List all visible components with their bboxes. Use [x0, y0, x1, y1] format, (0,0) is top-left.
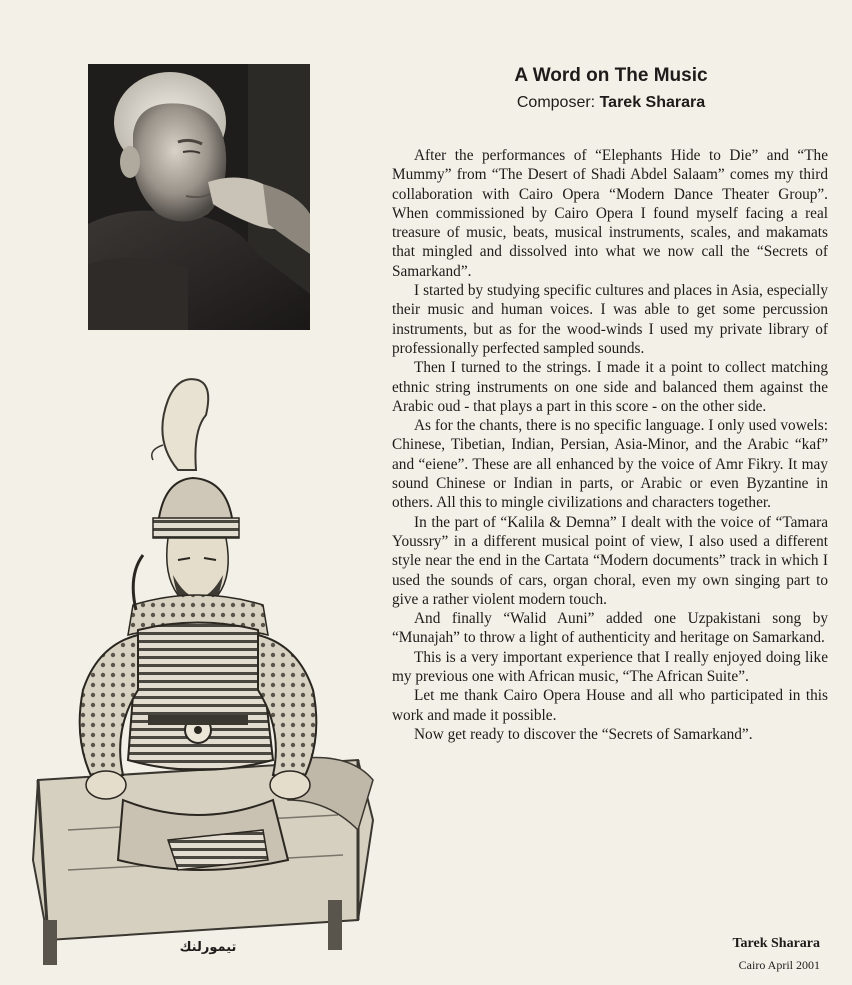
paragraph: As for the chants, there is no specific language. I only used vowels: Chinese, Tibetian, Indian, Persian, Asia-Minor, and the Arabic “kaf” and “eiene”. These are all enhanced by the voice of Amr Fikry. It may sound Chinese or Indian in parts, or Arabic or even Byzantine in others. All this to mingle civilizations and characters together.	[392, 417, 828, 512]
paragraph: Then I turned to the strings. I made it a point to collect matching ethnic string instruments on one side and balanced them against the Arabic oud - that plays a part in this score - on the other side.	[392, 359, 828, 415]
signature-block	[600, 935, 820, 973]
composer-line	[390, 92, 832, 114]
paragraph: This is a very important experience that I really enjoyed doing like my previous one with African music, “The African Suite”.	[392, 648, 828, 686]
paragraph: After the performances of “Elephants Hide to Die” and “The Mummy” from “The Desert of Shadi Abdel Salaam” comes my third collaboration with Cairo Opera “Modern Dance Theater Group”. When commissioned by Cairo Opera I found myself facing a real treasure of music, beats, musical instruments, scales, and makamats that mingled and dissolved into what we now call the “Secrets of Samarkand”.	[392, 147, 828, 280]
paragraph: I started by studying specific cultures and places in Asia, especially their music and human voices. I was able to get some percussion instruments, but as for the wood-winds I used my private library of professionally perfected sampled sounds.	[392, 282, 828, 357]
paragraph: Let me thank Cairo Opera House and all who participated in this work and made it possible.	[392, 687, 828, 724]
composer-label: Composer:	[516, 94, 596, 111]
warrior-illustration	[28, 360, 378, 972]
signature-date: Cairo April 2001	[738, 958, 820, 972]
warrior-illustration-icon	[28, 360, 378, 972]
paragraph: In the part of “Kalila & Demna” I dealt with the voice of “Tamara Youssry” in a different musical point of view, I also used a different style near the end in the Cartata “Modern documents” track in which I used the sounds of cars, organ choral, even my own singing part to give a rather violent modern touch.	[392, 513, 828, 608]
article-header	[390, 64, 832, 114]
portrait-photo-icon	[88, 64, 310, 330]
illustration-caption: تيمورلنك	[179, 940, 237, 955]
article-body	[392, 146, 828, 744]
signature-name: Tarek Sharara	[732, 936, 820, 951]
article-title: A Word on The Music	[514, 65, 708, 86]
paragraph: And finally “Walid Auni” added one Uzpakistani song by “Munajah” to throw a light of authenticity and heritage on Samarkand.	[392, 610, 828, 647]
portrait-photo	[88, 64, 310, 330]
paragraph: Now get ready to discover the “Secrets of Samarkand”.	[414, 725, 753, 743]
composer-name: Tarek Sharara	[599, 94, 706, 111]
